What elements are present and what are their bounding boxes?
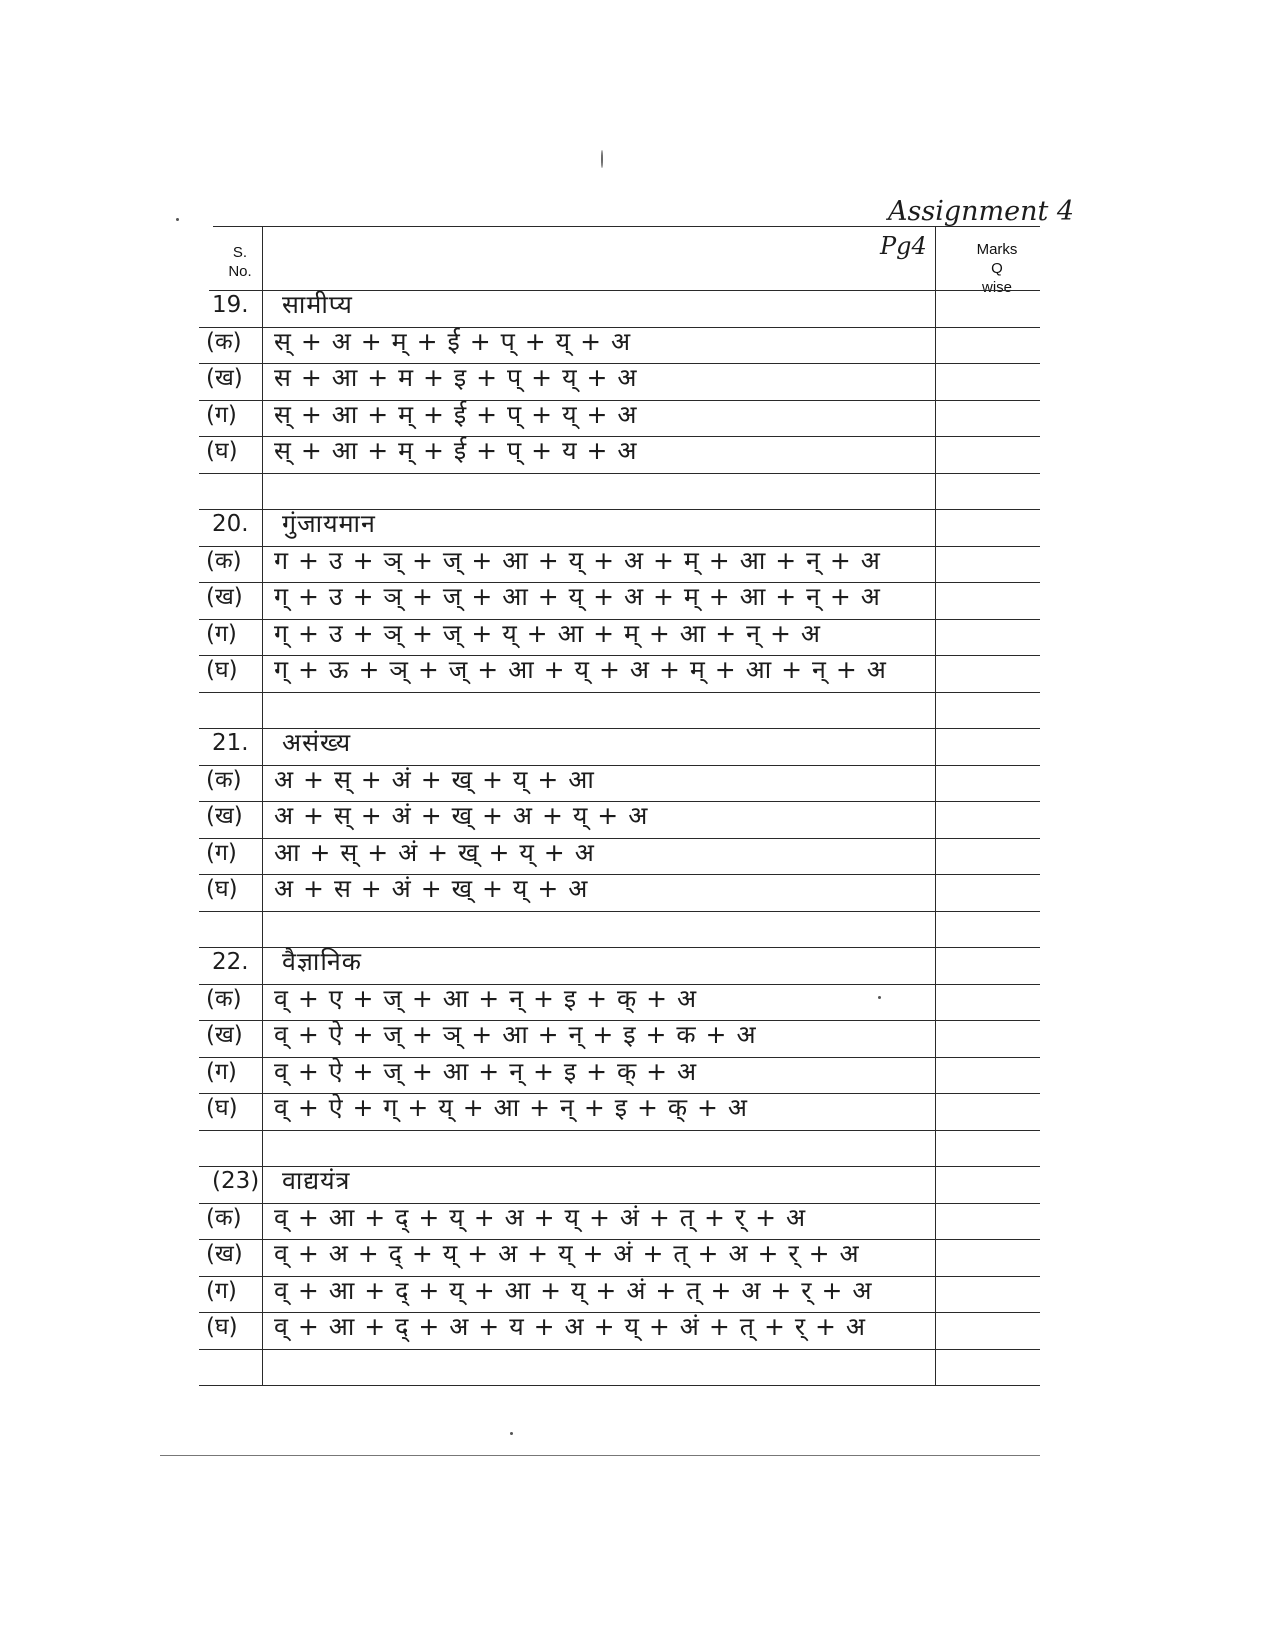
- ruled-line: [199, 473, 1040, 474]
- ruled-line: [199, 1349, 1040, 1350]
- option-breakdown: ग + उ + ञ् + ज् + आ + य् + अ + म् + आ + न् + अ: [274, 545, 881, 575]
- option-breakdown: व् + अ + द् + य् + अ + य् + अं + त् + अ + र् + अ: [274, 1239, 860, 1268]
- option-label: (ग): [206, 1058, 237, 1085]
- question-word: गुंजायमान: [282, 509, 376, 538]
- option-breakdown: व् + ऐ + ज् + आ + न् + इ + क् + अ: [274, 1056, 698, 1086]
- option-breakdown: व् + ऐ + ज् + ञ् + आ + न् + इ + क + अ: [274, 1020, 757, 1049]
- option-label: (घ): [206, 1095, 238, 1121]
- ruled-line: [199, 1385, 1040, 1386]
- option-label: (ख): [206, 365, 243, 391]
- option-breakdown: स् + अ + म् + ई + प् + य् + अ: [274, 326, 632, 356]
- option-label: (क): [206, 547, 242, 574]
- option-breakdown: व् + आ + द् + य् + अ + य् + अं + त् + र् + अ: [274, 1202, 807, 1232]
- question-word: सामीप्य: [282, 290, 353, 319]
- table-top-rule: [213, 226, 1040, 227]
- marks-column-divider: [935, 226, 936, 1385]
- question-word: वाद्ययंत्र: [282, 1166, 351, 1195]
- option-label: (ग): [206, 1277, 237, 1304]
- question-word: वैज्ञानिक: [282, 947, 362, 976]
- scan-mark: [510, 1432, 513, 1435]
- option-breakdown: व् + आ + द् + अ + य + अ + य् + अं + त् + र् + अ: [274, 1312, 867, 1341]
- assignment-note: Assignment 4: [888, 196, 1075, 227]
- scan-mark: [176, 218, 179, 221]
- option-breakdown: ग् + ऊ + ञ् + ज् + आ + य् + अ + म् + आ + न् + अ: [274, 655, 887, 684]
- ruled-line: [199, 911, 1040, 912]
- question-number: 22.: [212, 949, 249, 975]
- option-label: (क): [206, 985, 242, 1012]
- option-breakdown: आ + स् + अं + ख् + य् + अ: [274, 837, 595, 867]
- scan-mark: [601, 150, 603, 168]
- marks-header: Marks Q wise: [976, 241, 1018, 296]
- option-label: (घ): [206, 876, 238, 902]
- option-label: (क): [206, 328, 242, 355]
- option-breakdown: अ + स + अं + ख् + य् + अ: [274, 874, 589, 903]
- option-breakdown: स् + आ + म् + ई + प् + य + अ: [274, 436, 638, 465]
- option-breakdown: ग् + उ + ञ् + ज् + आ + य् + अ + म् + आ + न् + अ: [274, 582, 881, 611]
- scan-edge-line: [160, 1455, 1040, 1456]
- option-label: (घ): [206, 657, 238, 683]
- option-label: (घ): [206, 1314, 238, 1340]
- question-number: 21.: [212, 730, 249, 756]
- ruled-line: [199, 692, 1040, 693]
- option-label: (घ): [206, 438, 238, 464]
- option-breakdown: व् + ऐ + ग् + य् + आ + न् + इ + क् + अ: [274, 1093, 749, 1122]
- question-word: असंख्य: [282, 728, 352, 757]
- option-breakdown: स + आ + म + इ + प् + य् + अ: [274, 363, 638, 392]
- option-breakdown: व् + आ + द् + य् + आ + य् + अं + त् + अ + र् + अ: [274, 1275, 873, 1305]
- option-breakdown: व् + ए + ज् + आ + न् + इ + क् + अ: [274, 983, 698, 1013]
- option-label: (ख): [206, 1241, 243, 1267]
- ruled-line: [199, 1130, 1040, 1131]
- option-breakdown: अ + स् + अं + ख् + अ + य् + अ: [274, 801, 649, 830]
- option-label: (ग): [206, 839, 237, 866]
- option-breakdown: अ + स् + अं + ख् + य् + आ: [274, 764, 595, 794]
- option-breakdown: स् + आ + म् + ई + प् + य् + अ: [274, 399, 638, 429]
- option-label: (ग): [206, 401, 237, 428]
- option-label: (क): [206, 766, 242, 793]
- question-number: 19.: [212, 292, 249, 318]
- option-label: (क): [206, 1204, 242, 1231]
- serial-column-divider: [262, 226, 263, 1385]
- scan-mark: [878, 996, 881, 999]
- option-label: (ग): [206, 620, 237, 647]
- question-number: 20.: [212, 511, 249, 537]
- question-number: (23): [212, 1168, 260, 1194]
- option-label: (ख): [206, 803, 243, 829]
- option-breakdown: ग् + उ + ञ् + ज् + य् + आ + म् + आ + न् + अ: [274, 618, 821, 648]
- option-label: (ख): [206, 584, 243, 610]
- page-number-note: Pg4: [880, 232, 927, 260]
- option-label: (ख): [206, 1022, 243, 1048]
- serial-number-header: S. No.: [228, 244, 252, 280]
